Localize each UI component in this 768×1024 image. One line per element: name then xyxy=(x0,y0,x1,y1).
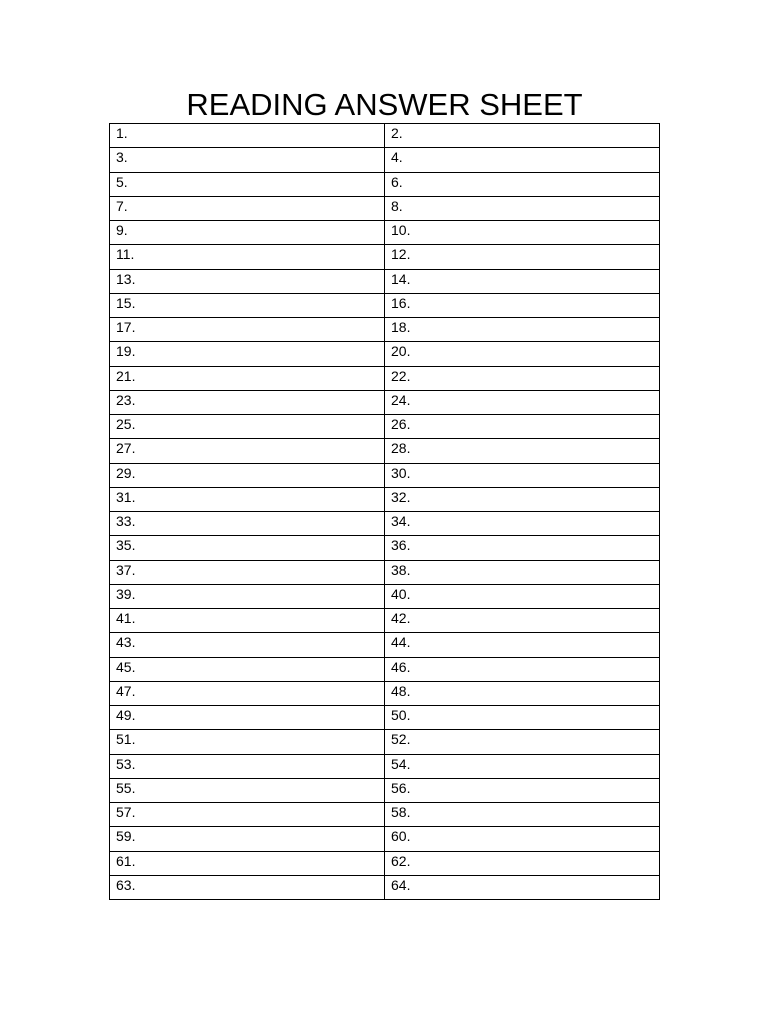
answer-cell[interactable] xyxy=(385,487,660,511)
question-number: 60. xyxy=(391,828,411,845)
table-row xyxy=(110,366,660,390)
question-number: 38. xyxy=(391,561,411,578)
table-row xyxy=(110,584,660,608)
answer-cell[interactable] xyxy=(385,560,660,584)
answer-cell[interactable] xyxy=(110,487,385,511)
answer-cell[interactable] xyxy=(110,463,385,487)
question-number: 2. xyxy=(391,125,403,141)
question-number: 30. xyxy=(391,464,411,481)
question-number: 52. xyxy=(391,731,411,748)
answer-cell[interactable] xyxy=(110,584,385,608)
answer-cell[interactable] xyxy=(385,366,660,390)
question-number: 39. xyxy=(116,585,136,602)
question-number: 32. xyxy=(391,488,411,505)
table-row xyxy=(110,512,660,536)
table-row xyxy=(110,706,660,730)
answer-cell[interactable] xyxy=(385,245,660,269)
question-number: 16. xyxy=(391,294,411,311)
answer-cell[interactable] xyxy=(385,439,660,463)
question-number: 18. xyxy=(391,319,411,335)
answer-cell[interactable] xyxy=(385,803,660,827)
question-number: 9. xyxy=(116,222,128,238)
answer-cell[interactable] xyxy=(110,269,385,293)
answer-cell[interactable] xyxy=(110,827,385,851)
question-number: 42. xyxy=(391,610,411,626)
answer-cell[interactable] xyxy=(110,342,385,366)
table-row xyxy=(110,439,660,463)
answer-cell[interactable] xyxy=(110,851,385,875)
question-number: 20. xyxy=(391,343,411,360)
answer-cell[interactable] xyxy=(385,415,660,439)
question-number: 6. xyxy=(391,173,403,190)
table-row xyxy=(110,269,660,293)
answer-cell[interactable] xyxy=(110,196,385,220)
question-number: 64. xyxy=(391,876,411,893)
question-number: 46. xyxy=(391,658,411,675)
answer-cell[interactable] xyxy=(110,536,385,560)
question-number: 57. xyxy=(116,804,136,820)
table-row xyxy=(110,633,660,657)
answer-cell[interactable] xyxy=(385,293,660,317)
answer-cell[interactable] xyxy=(385,657,660,681)
answer-cell[interactable] xyxy=(110,633,385,657)
answer-cell[interactable] xyxy=(385,827,660,851)
question-number: 23. xyxy=(116,391,136,408)
answer-cell[interactable] xyxy=(385,148,660,172)
answer-cell[interactable] xyxy=(385,269,660,293)
table-row xyxy=(110,124,660,148)
question-number: 58. xyxy=(391,804,411,820)
question-number: 50. xyxy=(391,707,411,723)
question-number: 48. xyxy=(391,682,411,699)
question-number: 51. xyxy=(116,731,136,748)
answer-cell[interactable] xyxy=(110,293,385,317)
answer-cell[interactable] xyxy=(385,318,660,342)
question-number: 56. xyxy=(391,779,411,796)
question-number: 1. xyxy=(116,125,128,141)
answer-cell[interactable] xyxy=(385,706,660,730)
answer-table-body xyxy=(110,124,660,900)
question-number: 4. xyxy=(391,149,403,166)
answer-cell[interactable] xyxy=(385,512,660,536)
question-number: 35. xyxy=(116,537,136,554)
answer-cell[interactable] xyxy=(110,706,385,730)
question-number: 19. xyxy=(116,343,136,360)
answer-cell[interactable] xyxy=(110,390,385,414)
answer-cell[interactable] xyxy=(385,609,660,633)
table-row xyxy=(110,778,660,802)
question-number: 10. xyxy=(391,222,411,238)
answer-cell[interactable] xyxy=(385,730,660,754)
answer-cell[interactable] xyxy=(385,851,660,875)
question-number: 36. xyxy=(391,537,411,554)
question-number: 62. xyxy=(391,852,411,869)
answer-cell[interactable] xyxy=(110,415,385,439)
question-number: 7. xyxy=(116,197,128,214)
question-number: 17. xyxy=(116,319,136,335)
table-row xyxy=(110,318,660,342)
question-number: 47. xyxy=(116,682,136,699)
answer-cell[interactable] xyxy=(110,148,385,172)
table-row xyxy=(110,463,660,487)
answer-cell[interactable] xyxy=(385,342,660,366)
answer-cell[interactable] xyxy=(385,584,660,608)
question-number: 15. xyxy=(116,294,136,311)
question-number: 12. xyxy=(391,246,411,263)
question-number: 3. xyxy=(116,149,128,166)
answer-cell[interactable] xyxy=(385,124,660,148)
question-number: 22. xyxy=(391,367,411,384)
question-number: 26. xyxy=(391,416,411,432)
answer-cell[interactable] xyxy=(110,875,385,899)
question-number: 14. xyxy=(391,270,411,287)
table-row xyxy=(110,754,660,778)
question-number: 8. xyxy=(391,197,403,214)
question-number: 61. xyxy=(116,852,136,869)
answer-cell[interactable] xyxy=(110,778,385,802)
question-number: 11. xyxy=(116,246,135,263)
answer-cell[interactable] xyxy=(385,681,660,705)
question-number: 31. xyxy=(116,488,136,505)
question-number: 53. xyxy=(116,755,136,772)
answer-cell[interactable] xyxy=(110,681,385,705)
table-row xyxy=(110,293,660,317)
question-number: 13. xyxy=(116,270,136,287)
table-row xyxy=(110,875,660,899)
answer-cell[interactable] xyxy=(110,560,385,584)
answer-cell[interactable] xyxy=(110,245,385,269)
table-row xyxy=(110,148,660,172)
table-row xyxy=(110,221,660,245)
answer-cell[interactable] xyxy=(110,512,385,536)
question-number: 25. xyxy=(116,416,136,432)
table-row xyxy=(110,609,660,633)
answer-cell[interactable] xyxy=(385,633,660,657)
table-row xyxy=(110,342,660,366)
answer-cell[interactable] xyxy=(110,657,385,681)
question-number: 43. xyxy=(116,634,136,651)
answer-cell[interactable] xyxy=(110,318,385,342)
answer-cell[interactable] xyxy=(385,221,660,245)
answer-cell[interactable] xyxy=(110,754,385,778)
question-number: 54. xyxy=(391,755,411,772)
table-row xyxy=(110,681,660,705)
answer-cell[interactable] xyxy=(110,366,385,390)
table-row xyxy=(110,730,660,754)
answer-cell[interactable] xyxy=(110,730,385,754)
answer-cell[interactable] xyxy=(385,172,660,196)
question-number: 33. xyxy=(116,513,136,529)
answer-cell[interactable] xyxy=(385,875,660,899)
answer-cell[interactable] xyxy=(110,221,385,245)
table-row xyxy=(110,657,660,681)
table-row xyxy=(110,560,660,584)
answer-cell[interactable] xyxy=(385,463,660,487)
question-number: 37. xyxy=(116,561,136,578)
answer-cell[interactable] xyxy=(385,536,660,560)
answer-cell[interactable] xyxy=(110,803,385,827)
table-row xyxy=(110,827,660,851)
answer-cell[interactable] xyxy=(385,754,660,778)
question-number: 5. xyxy=(116,173,128,190)
table-row xyxy=(110,803,660,827)
question-number: 29. xyxy=(116,464,136,481)
table-row xyxy=(110,487,660,511)
table-row xyxy=(110,536,660,560)
question-number: 34. xyxy=(391,513,411,529)
question-number: 45. xyxy=(116,658,136,675)
question-number: 27. xyxy=(116,440,136,457)
table-row xyxy=(110,851,660,875)
answer-cell[interactable] xyxy=(110,439,385,463)
answer-cell[interactable] xyxy=(385,196,660,220)
answer-table xyxy=(109,123,660,900)
table-row xyxy=(110,196,660,220)
question-number: 24. xyxy=(391,391,411,408)
question-number: 59. xyxy=(116,828,136,845)
table-row xyxy=(110,390,660,414)
table-row xyxy=(110,245,660,269)
question-number: 41. xyxy=(116,610,136,626)
question-number: 21. xyxy=(116,367,136,384)
answer-cell[interactable] xyxy=(385,390,660,414)
question-number: 63. xyxy=(116,876,136,893)
question-number: 28. xyxy=(391,440,411,457)
question-number: 40. xyxy=(391,585,411,602)
question-number: 55. xyxy=(116,779,136,796)
answer-cell[interactable] xyxy=(110,609,385,633)
question-number: 49. xyxy=(116,707,136,723)
table-row xyxy=(110,415,660,439)
page-title: READING ANSWER SHEET xyxy=(186,87,583,122)
question-number: 44. xyxy=(391,634,411,651)
answer-cell[interactable] xyxy=(385,778,660,802)
answer-cell[interactable] xyxy=(110,124,385,148)
table-row xyxy=(110,172,660,196)
answer-cell[interactable] xyxy=(110,172,385,196)
